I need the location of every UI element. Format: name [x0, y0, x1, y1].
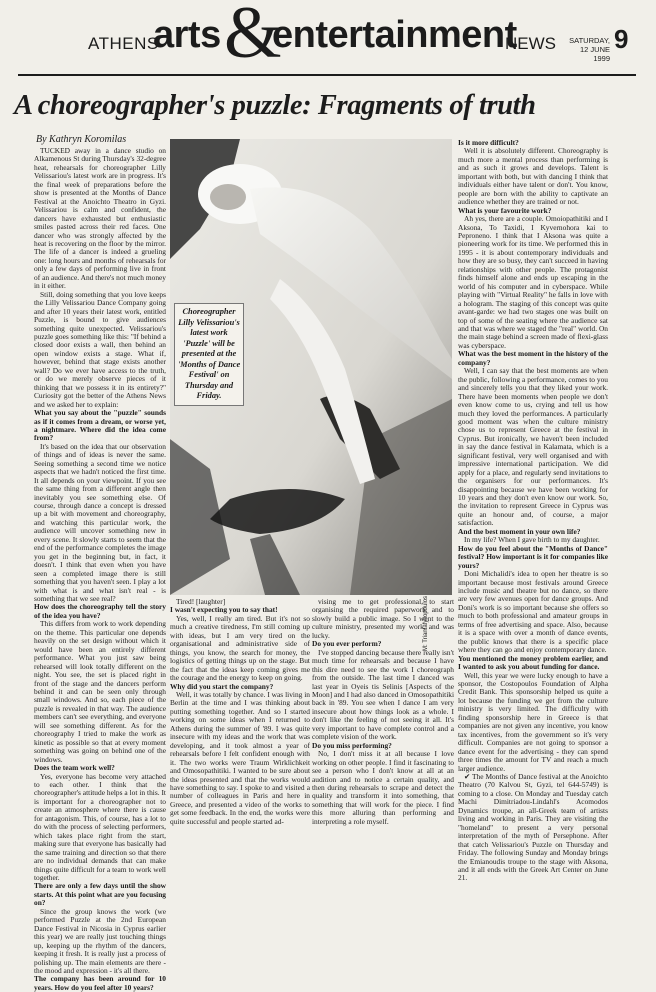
page-number: 9: [614, 24, 629, 54]
article-headline: A choreographer's puzzle: Fragments of truth: [14, 90, 536, 121]
interview-question: How do you feel about the "Months of Dance" festival? How important is it for companies like yours?: [458, 543, 608, 570]
masthead-date-text: 12 JUNE 1999: [579, 45, 610, 63]
article-paragraph: Still, doing something that you love keeps the Lilly Velissariou Dance Company going and after 10 years their latest work, entitled Puzzle, is bound to give audiences something quite unexpected. Velissariou's puzzle goes something like this: "If behind a closed door exists a wall, then behind an open window exists a stage. What if, however, behind that stage exists another wall? Do we ever have access to the truth, or do we merely observe pieces of it thinking that we possess it in its entirety?" Curiosity got the better of the Athens News and we asked her to explain:: [34, 289, 166, 409]
masthead-arts: arts: [153, 14, 221, 56]
interview-question: Do you miss performing?: [312, 740, 392, 750]
article-paragraph: Well, I can say that the best moments are when the public, following a performance, comes to you and sincerely tells you that they liked your work. There have been moments when people we don't even know come to us, crying and tell us how much they loved the performances. A particularly good moment was when the culture ministry chose us to represent Greece at the festival in Cyprus. But ironically, we haven't been included in say the dance festival in Kalamata, which is a significant festival, very well organised and with impressive international participation. We did apply for a place, and regularly send invitations to the organisers for our performances. It's disappointing because we have been working for 10 years and they don't even know our work. So, the invitation to represent Greece in Cyprus was quite an honour and, of course, a major satisfaction.: [458, 366, 608, 528]
article-paragraph: Since the group knows the work (we performed Puzzle at the 2nd European Dance Festival in Nicosia in Cyprus earlier this year) we are really just touching things up, keeping up the rhythm of the dancers, keeping it fresh. It is really just a process of polishing up. The main elements are there - the mood and expression - it's all there.: [34, 906, 166, 975]
interview-question: Is it more difficult?: [458, 138, 519, 147]
photo-credit: M: Triantafyllopoulos: [423, 595, 429, 651]
article-paragraph: I've stopped dancing because there really isn't much time for rehearsals and because I have this dire need to see the work I choreograph from the outside. The last time I danced was last year in Oyeis tis Selinis [Aspects of the Moon] and I had also danced in Omosopathitiki back in '89. You see when I dance I am very insecure about how things look as a whole. I don't like the feeling of not seeing it all. It's very important to have complete control and a complete vision of the work.: [312, 647, 454, 742]
masthead-entertainment: entertainment: [272, 14, 517, 56]
interview-question: What was the best moment in the history of the company?: [458, 349, 608, 367]
article-paragraph: ✔ The Months of Dance festival at the Anoichto Theatro (70 Kalvou St, Gyzi, tel 644-5749) is coming to a close. On Monday and Tuesday catch Machi Dimitriadou-Lindahl's Acomodos Dynamics troupe, an all-Greek team of artists living and working in Paris. They are visiting the "homeland" to present a very personal interpretation of the myth of Persephone. After that catch Velissariou's Puzzle on Thursday and Friday. The following Sunday and Monday brings the Emianoudis troupe to the stage with Aksona, and it all ends with the Greek Art Center on June 21.: [458, 771, 608, 883]
masthead: [0, 0, 656, 78]
interview-question: There are only a few days until the show starts. At this point what are you focusing on?: [34, 881, 166, 908]
interview-question: I wasn't expecting you to say that!: [170, 605, 278, 615]
photo-caption: Choreographer Lilly Velissariou's latest work 'Puzzle' will be presented at the 'Months of Dance Festival' on Thursday and Friday.: [174, 303, 244, 406]
article-paragraph: Doni Michalidi's idea to open her theatre is so important because most festivals around Greece include music and theatre but no dance, so there are very few avenues open for dance groups. And Doni's work is so important because she offers so much to both professional and amateur groups in terms of free advertising and space. Also, because it is a space with over a month of dance events, the public knows that there is a specific place where they can go and enjoy contemporary dance.: [458, 569, 608, 655]
article-byline: By Kathryn Koromilas: [36, 134, 127, 145]
article-paragraph: Yes, well, I really am tired. But it's not so much a creative tiredness, I'm still coming up with ideas, but I am very tired on the organisational and administrative side of things, you know, the search for money, the logistics of getting things up on the stage. But the fact that the ideas keep coming gives me the courage and the energy to keep on going.: [170, 613, 310, 683]
interview-question: What is your favourite work?: [458, 205, 552, 215]
masthead-rule: [18, 74, 636, 76]
article-column-3: [312, 595, 454, 826]
article-paragraph: Well it is absolutely different. Choreography is much more a mental process than performing is and as such it grows and develops. Talent is important with both, but with dancing I think that individuals either have talent or don't. You know, people are born with the ability to captivate an audience whether they are trained or not.: [458, 146, 608, 207]
interview-question: Do you ever perform?: [312, 639, 382, 649]
article-paragraph: Yes, everyone has become very attached to each other. I think that the choreographer's attitude helps a lot in this. It is important for a choreographer not to create an atmosphere where there is cause for antagonism. This, of course, has a lot to do with the process of selecting performers, which takes place right from the start, making sure that everyone has basically had the same training and direction so that there are no individual demands that can make things quite difficult for a team to work well together.: [34, 771, 166, 882]
interview-question: What you say about the "puzzle" sounds as if it comes from a dream, or worse yet, a nightmare. Where did the idea come from?: [34, 408, 166, 443]
interview-question: How does the choreography tell the story of the idea you have?: [34, 602, 166, 620]
article-paragraph: No, I don't miss it at all because I love working on other people. I find it fascinating to see a person who I don't know at all at an audition and to notice a certain quality, and then during rehearsals to scrape and detect the quality and transform it into something, that something that will work for the piece. I find this more alluring than performing and interpreting a role myself.: [312, 749, 454, 826]
article-paragraph: vising me to get professional, to start organising the required paperwork and to slowly build a public image. So I went to the culture ministry, presented my work, and was lucky.: [312, 597, 454, 640]
interview-question: The company has been around for 10 years. How do you feel after 10 years?: [34, 974, 166, 992]
article-paragraph: TUCKED away in a dance studio on Alkamenous St during Thursday's 32-degree heat, rehearsals for choreographer Lilly Velissariou's latest work are in progress. It's the final week of preparations before the show is presented at the Months of Dance Festival at the Anoichto Theatro in Gyzi. Velissariou is calm and confident, the dancers have exhausted but enthusiastic smiles pasted across their red faces. One dancer who was strongly affected by the heat is recovering on the floor by the mirror. The life of a dancer is indeed a grueling one: long hours and months of rehearsals for only a few days of performing live in front of an audience. And there's not much money in it either.: [34, 146, 166, 291]
article-paragraph: Well, this year we were lucky enough to have a sponsor, the Costopoulos Foundation of Alpha Credit Bank. This sponsorship helped us quite a lot because the funding we get from the culture ministry is very limited. The difficulty with finding sponsorship here in Greece is that companies are not given any incentive, you know tax incentives, from the government so it's very difficult. Companies are not going to sponsor a dance event for the advertising - they can spend three times the amount for TV and reach a much larger audience.: [458, 670, 608, 773]
article-paragraph: In my life? When I gave birth to my daughter.: [464, 535, 600, 545]
article-paragraph: Tired! [laughter]: [176, 597, 226, 606]
masthead-ampersand: &: [224, 0, 282, 74]
article-paragraph: This differs from work to work depending on the theme. This particular one depends heavily on the set design without which it would have been an entirely different performance. What you just saw being rehearsed will look totally different on the night. You see, the set is placed right in front of the stage and the dancers perform behind it and can be seen only through small windows. And so, each piece of the puzzle is revealed in that way. The audience members can't see everything, and everyone will see something different. As for the choreography I tried to make the work as kinetic as possible so that at every moment something was going on behind one of the windows.: [34, 619, 166, 764]
article-column-4: [458, 138, 608, 883]
article-paragraph: It's based on the idea that our observation of things and of ideas is never the same. Seeing something a second time we notice aspects that we hadn't noticed the first time. It all depends on your viewpoint. If you see the same thing from a different angle then inevitably you see something else. Of course, through dance a concept is dressed up a bit with movement and choreography, and watching this particular work, the audience will uncover something new in every scene. It slowly starts to seem that the end of the performance completes the image you get in the beginning but, in fact, it doesn't. I think that even when you have seen a completed image there is still something that you haven't seen. I play a lot with what is and what isn't real - is something that we see real?: [34, 441, 166, 604]
masthead-date: [562, 36, 610, 63]
interview-question: You mentioned the money problem earlier, and I wanted to ask you about funding for dance.: [458, 653, 608, 672]
interview-question: Why did you start the company?: [170, 681, 274, 691]
article-paragraph: Ah yes, there are a couple. Omoiopathitiki and I Aksona, To Taxidi, I Kyvernohora kai to Peproneno. I think that I Aksona was quite a pioneering work for its time. We performed this in 1995 - it is about contemporary individuals and how they are so busy, they can't succeed in having relationships with other people. The protagonist finds himself alone and ends up escaping in the world of his computer and in cyberspace. While playing with "Virtual Reality" he falls in love with a hologram. The staging of this concept was quite avant-garde: we had two stages one was built on top of some of the seating where the audience sat and that was where we staged the "real" world. On the main stage behind a screen made of flexi-glass was cyberspace.: [458, 214, 608, 350]
article-column-2: [170, 597, 310, 826]
article-column-1: [34, 146, 166, 992]
masthead-news: NEWS: [505, 34, 556, 53]
interview-question: And the best moment in your own life?: [458, 526, 581, 536]
article-paragraph: Well, it was totally by chance. I was living in Berlin at the time and I was thinking about putting something together. And so I started working on some ideas when I returned to Athens during the summer of '89. I was quite insecure with my ideas and the work that was developing, and it took almost a year of rehearsals before I felt confident enough with it. The two works were Traum Wirklichkeit and Omosopathitiki. I wanted to be sure about the ideas presented and that the works would have something to say. I spoke to and visited a number of colleagues in Paris and here in Greece, and presented a video of the works to get some feedback. In the end, the works were quite successful and people started ad-: [170, 689, 310, 826]
masthead-athens: ATHENS: [88, 34, 159, 53]
masthead-day: SATURDAY,: [569, 36, 610, 45]
interview-question: Does the team work well?: [34, 763, 115, 773]
